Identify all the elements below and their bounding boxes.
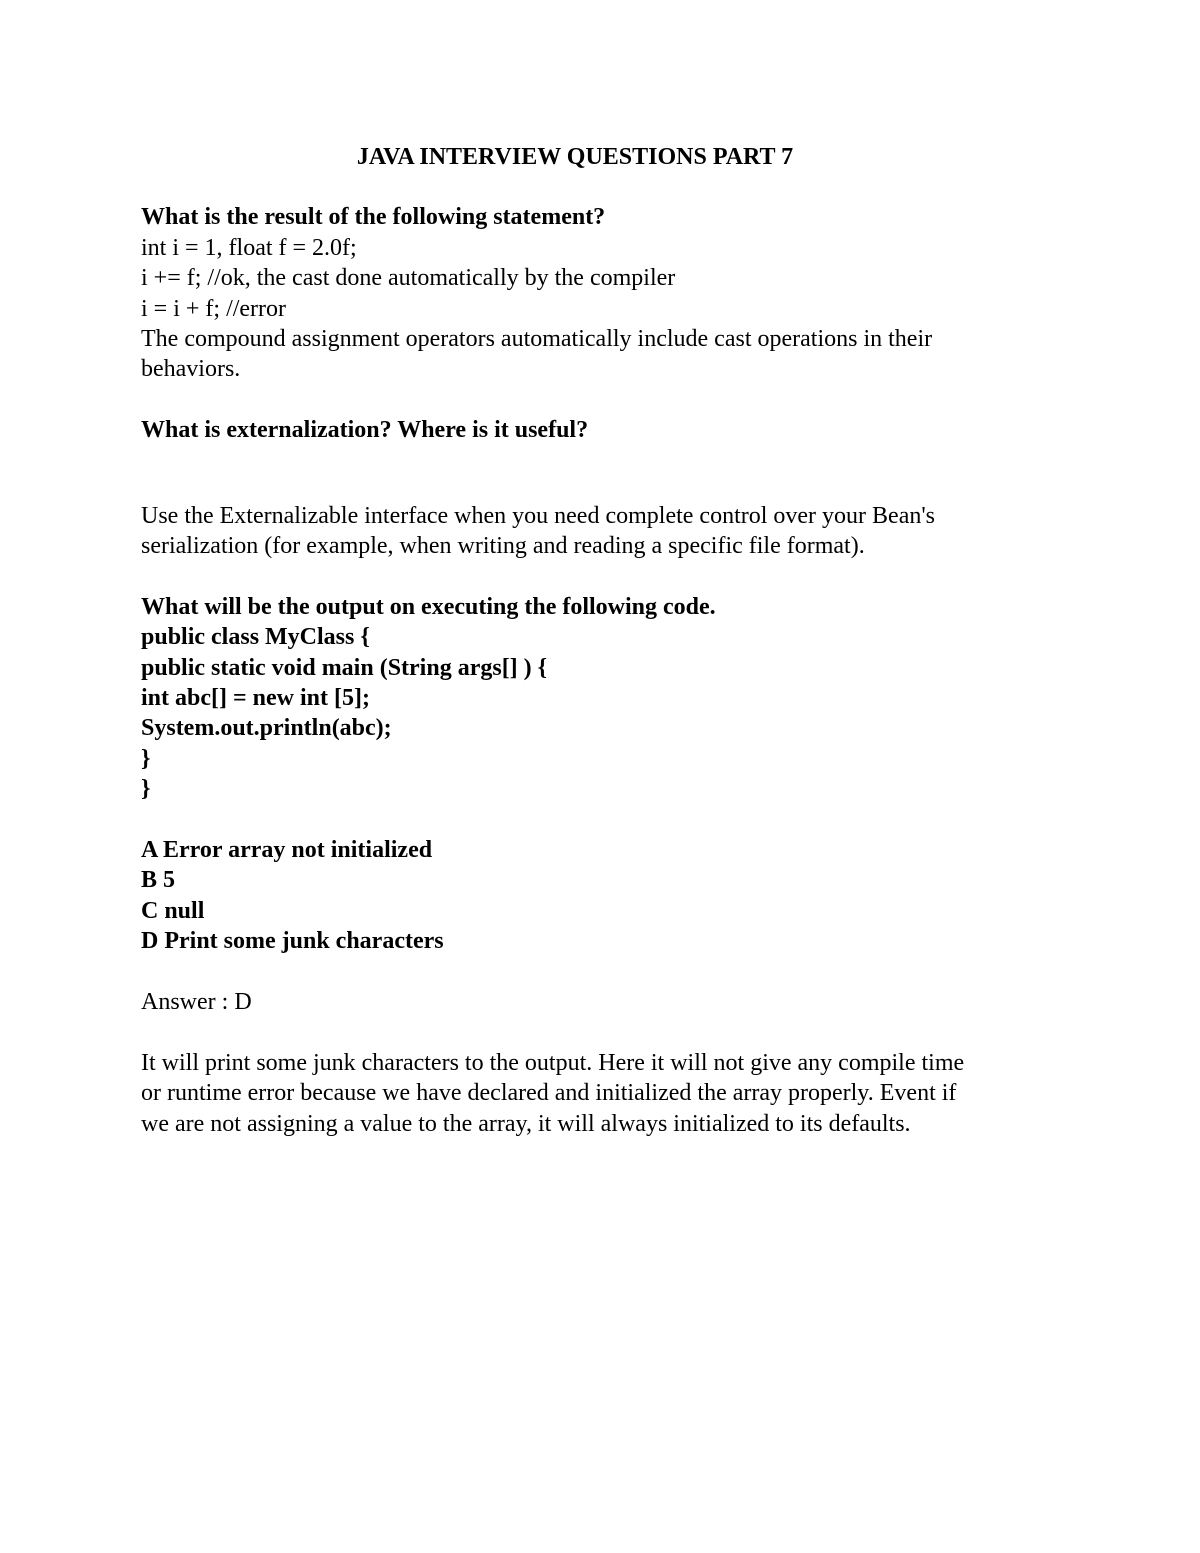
explanation-text: or runtime error because we have declared and initialized the array properly. Event if [141, 1080, 957, 1107]
explanation-text: The compound assignment operators automatically include cast operations in their [141, 326, 933, 353]
question-heading: What is externalization? Where is it useful? [141, 417, 589, 444]
code-line: public static void main (String args[] ) { [141, 654, 548, 681]
explanation-text: It will print some junk characters to the output. Here it will not give any compile time [141, 1049, 965, 1076]
code-line: public class MyClass { [141, 624, 370, 651]
code-line: int i = 1, float f = 2.0f; [141, 234, 357, 261]
question-2 [141, 415, 1061, 561]
code-line: i = i + f; //error [141, 295, 287, 322]
answer-text: serialization (for example, when writing and reading a specific file format). [141, 533, 865, 560]
question-heading: What is the result of the following statement? [141, 204, 606, 231]
answer-text: Answer : D [141, 989, 252, 1016]
page-title: JAVA INTERVIEW QUESTIONS PART 7 [356, 144, 794, 170]
option-c: C null [141, 897, 205, 924]
answer-text: Use the Externalizable interface when you need complete control over your Bean's [141, 502, 936, 529]
question-heading: What will be the output on executing the following code. [141, 593, 716, 620]
option-b: B 5 [141, 867, 176, 894]
code-line: } [141, 776, 151, 803]
question-3 [141, 592, 1061, 1139]
explanation-text: behaviors. [141, 356, 241, 383]
document-page [141, 142, 1061, 1139]
question-1 [141, 202, 1061, 384]
code-line: i += f; //ok, the cast done automatically by the compiler [141, 265, 676, 292]
code-line: System.out.println(abc); [141, 715, 392, 742]
option-d: D Print some junk characters [141, 928, 444, 955]
code-line: } [141, 745, 151, 772]
code-line: int abc[] = new int [5]; [141, 685, 370, 712]
option-a: A Error array not initialized [141, 837, 433, 864]
explanation-text: we are not assigning a value to the array, it will always initialized to its defaults. [141, 1110, 911, 1137]
